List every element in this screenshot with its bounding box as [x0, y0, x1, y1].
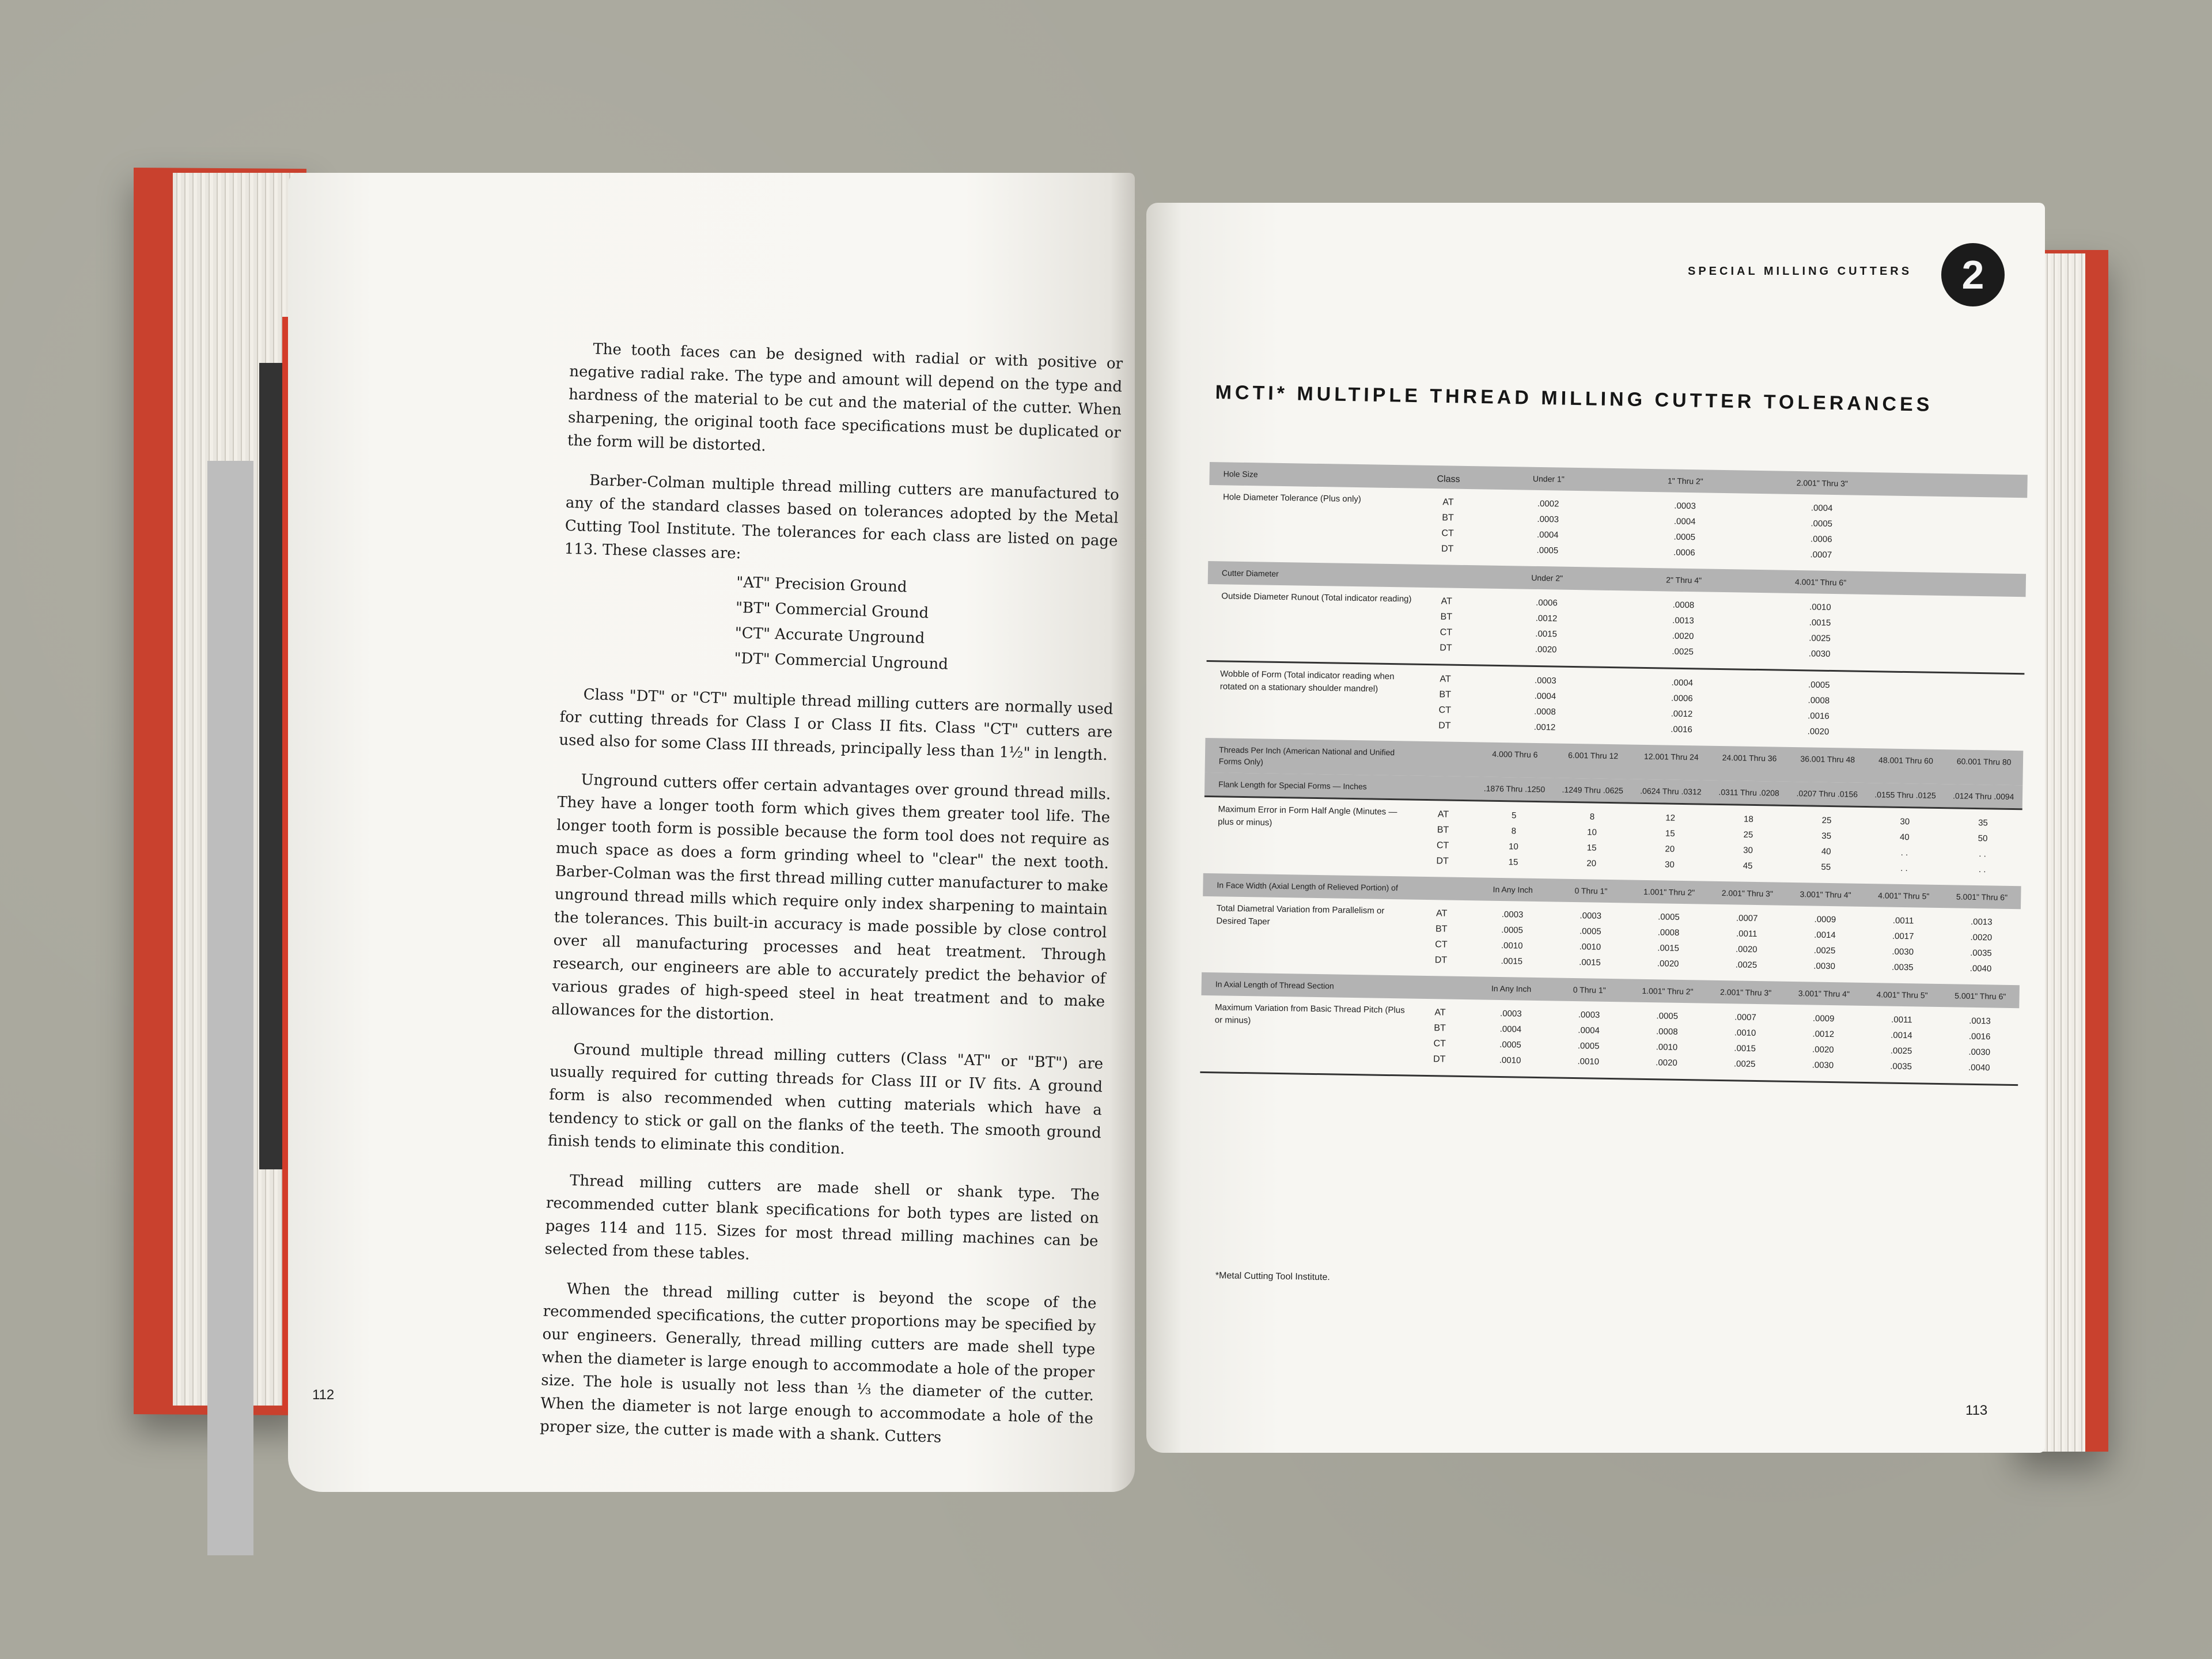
- paragraph-6: Thread milling cutters are made shell or shank type. The recommended cutter blank specifications for both types are listed on pages 114 and 115. Sizes for most thread milling machines can be selected from these tables.: [544, 1172, 1100, 1264]
- table-cell: .0007: [1734, 1012, 1756, 1023]
- table-cell: .0006: [1671, 693, 1693, 704]
- table-cell: .0006: [1536, 597, 1558, 608]
- table-cell: .0003: [1580, 911, 1602, 921]
- table-cell: 35: [1821, 831, 1832, 842]
- left-page-text: [539, 337, 1123, 1469]
- face-width-header-col: 3.001" Thru 4": [1800, 889, 1851, 900]
- flank-length-header-col: .0155 Thru .0125: [1874, 790, 1936, 800]
- table-cell: .0035: [1890, 1061, 1912, 1072]
- table-cell: 10: [1508, 842, 1518, 852]
- runout-row-classes: [1414, 588, 1479, 657]
- table-cell: .0005: [1808, 680, 1830, 690]
- face-width-header-col: 4.001" Thru 5": [1878, 891, 1930, 901]
- table-cell: .0005: [1579, 926, 1601, 937]
- table-cell: .0010: [1579, 942, 1601, 952]
- table-cell: .0005: [1658, 912, 1680, 922]
- runout-row-spacer: [1888, 595, 2025, 665]
- table-cell: 35: [1978, 818, 1988, 828]
- pitch-row-col: [1706, 1003, 1785, 1073]
- class-code: DT: [1440, 643, 1452, 653]
- face-width-header-col: 2.001" Thru 3": [1721, 888, 1774, 899]
- table-cell: .0011: [1892, 915, 1914, 926]
- axial-length-header-col: In Any Inch: [1491, 983, 1532, 994]
- table-cell: .0015: [1657, 943, 1680, 953]
- table-cell: .0004: [1499, 1024, 1522, 1035]
- photo-strip: [259, 363, 282, 1169]
- table-cell: .0020: [1812, 1044, 1834, 1055]
- table-cell: .0020: [1672, 631, 1694, 642]
- table-cell: .0003: [1501, 910, 1524, 920]
- right-page: [1146, 203, 2045, 1453]
- table-cell: .0007: [1736, 913, 1758, 924]
- table-cell: .0004: [1671, 677, 1694, 688]
- table-cell: 8: [1511, 826, 1517, 836]
- axial-length-header-col: 0 Thru 1": [1573, 985, 1606, 995]
- threads-per-inch-header-col: 12.001 Thru 24: [1643, 751, 1699, 762]
- table-cell: .0016: [1671, 724, 1692, 735]
- table-cell: . .: [1978, 865, 1986, 875]
- table-cell: .0011: [1736, 929, 1758, 940]
- class-ct: "CT" Accurate Unground: [734, 624, 925, 647]
- pitch-row-col: [1627, 1002, 1707, 1071]
- wobble-row-col: [1613, 668, 1751, 738]
- runout-row-label: Outside Diameter Runout (Total indicator reading): [1221, 591, 1412, 604]
- diametral-row-col: [1551, 902, 1630, 971]
- table-cell: .0010: [1656, 1042, 1678, 1052]
- section-label: SPECIAL MILLING CUTTERS: [1688, 265, 1912, 278]
- hole-size-header-spacer: [1891, 473, 2028, 498]
- runout-row-col: [1614, 590, 1752, 661]
- hole-tolerance-row-col: [1752, 494, 1890, 564]
- table-cell: .0020: [1657, 959, 1679, 969]
- table-cell: .0004: [1578, 1025, 1600, 1036]
- table-cell: .0010: [1809, 602, 1831, 612]
- table-cell: 40: [1821, 846, 1831, 857]
- table-cell: .0017: [1892, 931, 1914, 942]
- cutter-diameter-header-label: Cutter Diameter: [1221, 568, 1279, 578]
- wobble-row-label: Wobble of Form (Total indicator reading when rotated on a stationary shoulder mandrel): [1219, 669, 1395, 694]
- hole-tolerance-row-label: Hole Diameter Tolerance (Plus only): [1222, 492, 1361, 505]
- pitch-row-col: [1940, 1007, 2020, 1076]
- class-code: CT: [1440, 627, 1453, 638]
- half-angle-row-col: [1787, 806, 1866, 876]
- table-cell: .0012: [1535, 613, 1558, 624]
- table-cell: .0035: [1891, 962, 1914, 973]
- table-cell: 25: [1743, 830, 1753, 840]
- table-cell: .0020: [1970, 932, 1993, 943]
- table-cell: .0003: [1499, 1009, 1522, 1019]
- flank-length-header-label: Flank Length for Special Forms — Inches: [1218, 779, 1367, 791]
- axial-length-header-col: 2.001" Thru 3": [1720, 987, 1772, 998]
- table-cell: .0008: [1656, 1027, 1678, 1037]
- face-width-header-col: In Any Inch: [1493, 884, 1533, 895]
- table-cell: .0010: [1499, 1055, 1521, 1066]
- hole-size-header-col: Under 1": [1532, 474, 1565, 484]
- table-cell: .0005: [1673, 532, 1696, 543]
- table-cell: .0013: [1969, 1016, 1991, 1027]
- diametral-row-col: [1707, 904, 1786, 974]
- runout-row-col: [1751, 593, 1889, 663]
- table-cell: .0004: [1810, 503, 1833, 513]
- hole-size-header-label: Hole Size: [1223, 469, 1258, 479]
- table-cell: 50: [1978, 834, 1988, 844]
- hole-tolerance-row: [1208, 485, 2027, 574]
- page-title: MCTI* MULTIPLE THREAD MILLING CUTTER TOLERANCES: [1215, 381, 1933, 416]
- class-code: AT: [1435, 908, 1448, 919]
- paragraph-1: The tooth faces can be designed with radial or with positive or negative radial rake. The type and amount will depend on the type and hardness of the material to be cut and the material of the cutter. When sharpening, the original tooth face specifications must be duplicated or the form will be distorted.: [567, 340, 1123, 455]
- pitch-row-col: [1783, 1005, 1863, 1074]
- class-code: BT: [1437, 825, 1449, 835]
- half-angle-row-col: [1709, 805, 1788, 874]
- table-cell: .0025: [1813, 945, 1836, 956]
- class-code: CT: [1438, 705, 1452, 715]
- table-cell: .0012: [1671, 709, 1693, 719]
- table-cell: .0030: [1808, 649, 1831, 659]
- face-width-header-col: 1.001" Thru 2": [1643, 887, 1695, 897]
- class-code: DT: [1434, 955, 1448, 965]
- threads-per-inch-header-col: 6.001 Thru 12: [1568, 750, 1619, 761]
- table-cell: 30: [1664, 859, 1675, 870]
- threads-per-inch-header-col: 24.001 Thru 36: [1722, 753, 1777, 763]
- hole-size-header-class: Class: [1437, 474, 1460, 484]
- threads-per-inch-header-col: 48.001 Thru 60: [1878, 755, 1933, 766]
- table-cell: 40: [1899, 832, 1910, 843]
- table-cell: 12: [1665, 813, 1676, 823]
- hole-tolerance-row-cols: [1479, 489, 2027, 566]
- grey-strip: [207, 461, 253, 1555]
- half-angle-row-col: [1943, 809, 2022, 878]
- half-angle-row-cols: [1474, 801, 2022, 878]
- threads-per-inch-header-class: [1412, 741, 1476, 748]
- wobble-row-classes: [1413, 665, 1478, 734]
- footnote: *Metal Cutting Tool Institute.: [1215, 1271, 1330, 1283]
- class-code: DT: [1436, 856, 1449, 866]
- table-cell: .0015: [1809, 618, 1831, 628]
- table-cell: .0015: [1501, 956, 1523, 967]
- diametral-row-col: [1941, 908, 2021, 977]
- table-cell: 10: [1587, 827, 1597, 838]
- table-cell: .0005: [1536, 545, 1559, 556]
- table-cell: .0012: [1812, 1029, 1835, 1040]
- paragraph-4: Unground cutters offer certain advantages over ground thread mills. They have a longer tooth form which gives them greater tool life. The longer tooth form is possible because the form tool does not require as much space as does a form grinding wheel to "clear" the next tooth. Barber-Colman was the first thread milling cutter manufacturer to make unground thread mills which require only index sharpening to maintain the tolerances. This built-in accuracy is made possible by close control over all manufacturing processes and heat treatment. Through research, our engineers are able to accurately predict the behavior of various grades of high-speed steel in heat treatment and to make allowances for the distortion.: [551, 771, 1111, 1025]
- table-cell: .0009: [1814, 914, 1836, 925]
- half-angle-row-classes: [1411, 801, 1475, 870]
- table-cell: .0015: [1579, 957, 1601, 968]
- table-cell: .0003: [1534, 675, 1556, 686]
- hole-size-header-col: 1" Thru 2": [1667, 476, 1703, 486]
- table-cell: .0006: [1810, 534, 1832, 544]
- axial-length-header-col: 1.001" Thru 2": [1642, 986, 1694, 997]
- runout-row-cols: [1478, 588, 2026, 665]
- section-number-badge: 2: [1941, 243, 2005, 306]
- table-cell: .0013: [1672, 615, 1694, 626]
- threads-per-inch-header-label: Threads Per Inch (American National and Unified Forms Only): [1218, 745, 1395, 767]
- table-cell: .0030: [1892, 946, 1914, 957]
- table-cell: .0008: [1657, 927, 1680, 938]
- diametral-row-col: [1863, 907, 1943, 976]
- table-cell: .0040: [1969, 963, 1992, 974]
- pitch-row-classes: [1408, 999, 1472, 1068]
- class-code: AT: [1441, 596, 1453, 607]
- diametral-row-col: [1472, 900, 1552, 969]
- table-cell: .0012: [1533, 722, 1556, 733]
- table-cell: .0005: [1656, 1011, 1679, 1021]
- table-cell: .0025: [1672, 646, 1694, 657]
- table-cell: .0020: [1807, 726, 1830, 737]
- axial-length-header-col: 4.001" Thru 5": [1876, 990, 1928, 1000]
- table-cell: .0005: [1501, 925, 1524, 935]
- table-cell: .0004: [1673, 516, 1696, 527]
- class-code: AT: [1442, 497, 1454, 507]
- table-cell: .0020: [1735, 944, 1758, 955]
- class-code: BT: [1435, 924, 1448, 934]
- pitch-row-col: [1549, 1001, 1628, 1070]
- hole-tolerance-row-col: [1479, 489, 1616, 559]
- table-cell: .0020: [1656, 1058, 1677, 1068]
- diametral-row: [1202, 896, 2021, 985]
- table-cell: 25: [1821, 815, 1832, 826]
- paragraph-7: When the thread milling cutter is beyond the scope of the recommended specifications, the cutter proportions may be specified by our engineers. Generally, thread milling cutters are made shell type when the diameter is large enough to accommodate a hole of the proper size. The hole is usually not less than ⅓ the diameter of the cutter. When the diameter is not large enough to accommodate a hole of the proper size, the cutter is made with a shank. Cutters: [539, 1280, 1097, 1446]
- left-page-number: 112: [312, 1387, 335, 1403]
- table-cell: .0005: [1577, 1041, 1600, 1051]
- table-cell: 5: [1511, 810, 1517, 821]
- class-code: CT: [1436, 840, 1449, 851]
- diametral-row-classes: [1409, 900, 1474, 969]
- table-cell: .0004: [1534, 691, 1556, 702]
- class-bt: "BT" Commercial Ground: [735, 599, 929, 622]
- wobble-row-col: [1476, 666, 1614, 736]
- pitch-row-cols: [1471, 999, 2020, 1076]
- cutter-diameter-header-class: [1415, 565, 1479, 571]
- half-angle-row: [1203, 796, 2022, 886]
- left-page: [288, 173, 1135, 1492]
- axial-length-header-col: 3.001" Thru 4": [1798, 988, 1850, 999]
- table-cell: .0030: [1813, 961, 1836, 972]
- cutter-diameter-header-col: Under 2": [1531, 573, 1563, 583]
- wobble-row-col: [1750, 671, 1888, 741]
- pitch-row: [1200, 995, 2019, 1084]
- pitch-row-label: Maximum Variation from Basic Thread Pitch (Plus or minus): [1214, 1002, 1405, 1026]
- class-code: BT: [1442, 513, 1454, 523]
- table-cell: 15: [1586, 843, 1597, 853]
- face-width-header-class: [1411, 877, 1474, 884]
- axial-length-header-col: 5.001" Thru 6": [1955, 991, 2006, 1001]
- half-angle-row-label: Maximum Error in Form Half Angle (Minutes — plus or minus): [1218, 804, 1397, 828]
- flank-length-header-class: [1412, 776, 1475, 783]
- class-at: "AT" Precision Ground: [736, 574, 907, 596]
- table-cell: .0025: [1890, 1046, 1912, 1056]
- half-angle-row-col: [1865, 808, 1944, 877]
- threads-per-inch-header-col: 60.001 Thru 80: [1956, 756, 2012, 767]
- half-angle-row-col: [1552, 802, 1632, 872]
- table-cell: .0005: [1810, 518, 1833, 529]
- table-cell: .0004: [1536, 529, 1559, 540]
- face-width-header-col: 0 Thru 1": [1574, 886, 1608, 896]
- table-cell: .0014: [1814, 930, 1836, 941]
- table-cell: 15: [1508, 857, 1518, 868]
- class-code: DT: [1441, 544, 1454, 554]
- class-code: AT: [1434, 1007, 1446, 1018]
- paragraph-3: Class "DT" or "CT" multiple thread milling cutters are normally used for cutting threads for Class I or Class II fits. Class "CT" cutters are used also for some Class III threads, principally less than 1½" in length.: [559, 685, 1113, 764]
- class-code: BT: [1440, 612, 1453, 622]
- diametral-row-cols: [1472, 900, 2021, 977]
- table-cell: .0014: [1891, 1030, 1912, 1041]
- axial-length-header-class: [1409, 976, 1472, 983]
- table-cell: 18: [1743, 814, 1753, 824]
- table-cell: .0015: [1734, 1043, 1756, 1054]
- table-cell: .0020: [1535, 644, 1557, 655]
- half-angle-row-col: [1630, 804, 1710, 873]
- table-cell: .0010: [1734, 1028, 1756, 1039]
- class-code: CT: [1435, 940, 1448, 950]
- wobble-row-cols: [1476, 666, 2025, 743]
- paragraph-2: Barber-Colman multiple thread milling cutters are manufactured to any of the standard classes based on tolerances adopted by the Metal Cutting Tool Institute. The tolerances for each class are listed on page 113. These classes are:: [564, 472, 1120, 563]
- table-cell: .0008: [1672, 600, 1695, 611]
- class-code: CT: [1433, 1039, 1446, 1049]
- class-code: BT: [1434, 1023, 1446, 1033]
- cutter-diameter-header-col: 2" Thru 4": [1666, 575, 1702, 585]
- table-cell: .0005: [1499, 1040, 1521, 1050]
- diametral-row-label: Total Diametral Variation from Parallelism or Desired Taper: [1216, 903, 1385, 927]
- wobble-row: [1205, 660, 2024, 751]
- table-cell: .0002: [1537, 498, 1559, 509]
- table-cell: .0006: [1673, 547, 1695, 558]
- table-cell: . .: [1900, 847, 1908, 858]
- wobble-row-spacer: [1887, 673, 2024, 743]
- pitch-row-col: [1471, 999, 1551, 1069]
- class-code: DT: [1438, 721, 1451, 731]
- table-cell: .0010: [1501, 941, 1523, 951]
- table-cell: .0035: [1970, 948, 1992, 959]
- table-cell: . .: [1900, 863, 1908, 874]
- table-cell: .0040: [1968, 1062, 1990, 1073]
- paragraph-5: Ground multiple thread milling cutters (Class "AT" or "BT") are usually required for cutting threads for Class III or IV fits. A ground form is also recommended when cutting materials which have a tendency to stick or gall on the flanks of the teeth. The smooth ground finish tends to eliminate this condition.: [547, 1040, 1104, 1158]
- table-cell: .0009: [1812, 1013, 1835, 1024]
- table-cell: .0003: [1578, 1010, 1600, 1020]
- diametral-row-col: [1785, 906, 1865, 975]
- table-cell: 20: [1665, 844, 1675, 854]
- face-width-header-col: 5.001" Thru 6": [1956, 892, 2008, 902]
- table-cell: .0007: [1810, 550, 1832, 560]
- table-cell: . .: [1979, 849, 1987, 859]
- table-cell: .0030: [1968, 1047, 1991, 1058]
- table-cell: .0030: [1812, 1060, 1834, 1071]
- table-cell: .0003: [1537, 514, 1559, 525]
- threads-per-inch-header-col: 4.000 Thru 6: [1492, 749, 1538, 760]
- hole-size-header-col: 2.001" Thru 3": [1796, 478, 1848, 488]
- flank-length-header-col: .1249 Thru .0625: [1562, 785, 1624, 796]
- table-cell: .0016: [1808, 711, 1830, 721]
- flank-length-header-col: .1876 Thru .1250: [1483, 783, 1546, 794]
- table-cell: 20: [1586, 858, 1597, 869]
- diametral-row-col: [1629, 903, 1709, 972]
- flank-length-header-col: .0124 Thru .0094: [1952, 791, 2014, 802]
- hole-tolerance-row-classes: [1415, 488, 1480, 558]
- class-code: DT: [1433, 1054, 1446, 1065]
- cutter-diameter-header-col: 4.001" Thru 6": [1794, 577, 1847, 588]
- hole-tolerance-row-spacer: [1889, 496, 2027, 566]
- class-dt: "DT" Commercial Unground: [734, 650, 949, 673]
- threads-per-inch-header-col: 36.001 Thru 48: [1800, 754, 1855, 764]
- table-cell: .0011: [1891, 1014, 1912, 1025]
- table-cell: .0003: [1674, 501, 1696, 512]
- table-cell: 45: [1743, 861, 1753, 871]
- pitch-row-col: [1862, 1006, 1941, 1075]
- table-cell: .0008: [1534, 706, 1556, 717]
- half-angle-row-col: [1474, 801, 1554, 870]
- class-code: AT: [1440, 674, 1451, 684]
- table-cell: 30: [1743, 845, 1753, 855]
- class-code: CT: [1441, 528, 1454, 539]
- tolerance-table: [1200, 462, 2027, 1086]
- class-code: BT: [1439, 690, 1452, 700]
- face-width-header-label: In Face Width (Axial Length of Relieved Portion) of: [1217, 880, 1398, 893]
- table-cell: .0016: [1968, 1031, 1991, 1042]
- runout-row: [1207, 584, 2026, 673]
- right-page-number: 113: [1965, 1403, 1988, 1418]
- flank-length-header-col: .0624 Thru .0312: [1640, 786, 1702, 797]
- table-cell: 15: [1665, 828, 1675, 839]
- class-list: [561, 565, 1117, 682]
- table-cell: 8: [1589, 812, 1595, 822]
- table-cell: .0010: [1577, 1056, 1600, 1067]
- table-cell: .0015: [1535, 628, 1558, 639]
- flank-length-header-col: .0311 Thru .0208: [1718, 787, 1779, 798]
- table-cell: .0025: [1735, 960, 1758, 971]
- table-cell: .0025: [1809, 633, 1831, 643]
- runout-row-col: [1478, 588, 1615, 658]
- axial-length-header-label: In Axial Length of Thread Section: [1215, 979, 1334, 991]
- table-cell: 30: [1900, 816, 1910, 827]
- hole-tolerance-row-col: [1616, 491, 1753, 562]
- cutter-diameter-header-spacer: [1889, 572, 2026, 597]
- table-cell: .0013: [1970, 916, 1993, 927]
- flank-length-header-col: .0207 Thru .0156: [1796, 789, 1858, 799]
- class-code: AT: [1437, 809, 1449, 820]
- table-cell: 55: [1821, 862, 1831, 873]
- table-cell: .0008: [1808, 695, 1830, 706]
- table-cell: .0025: [1733, 1059, 1756, 1070]
